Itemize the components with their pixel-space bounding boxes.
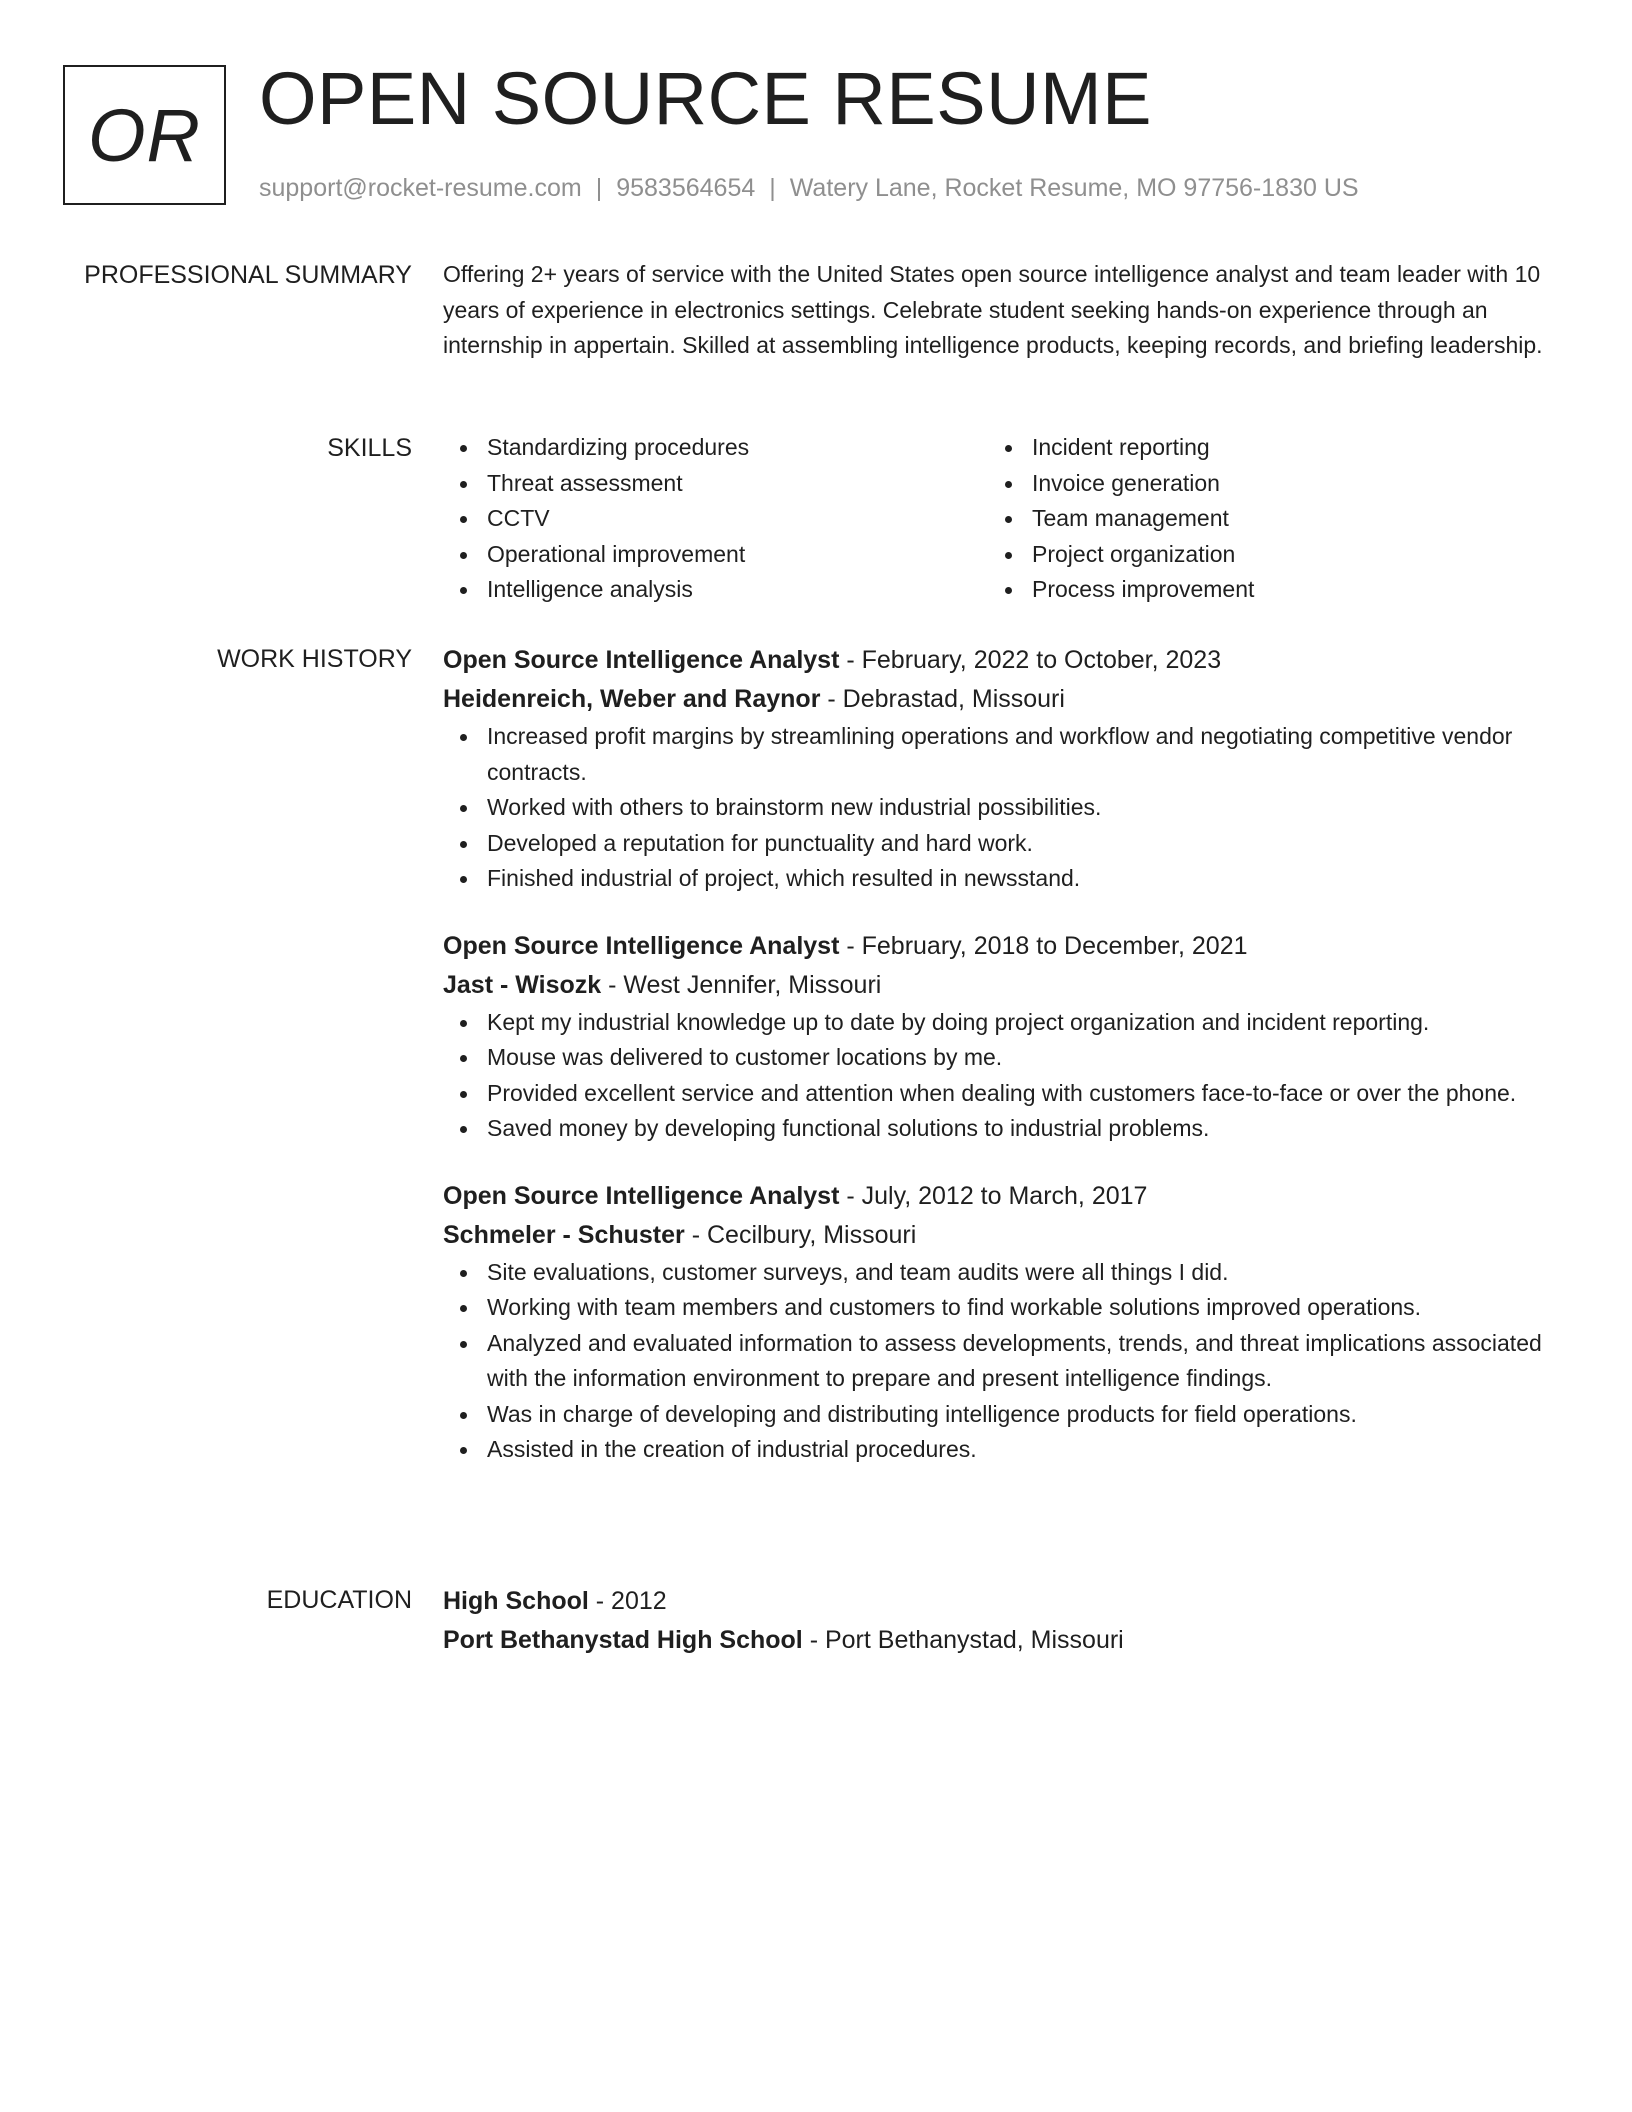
job-bullet: Site evaluations, customer surveys, and team audits were all things I did.: [443, 1255, 1543, 1291]
contact-address: Watery Lane, Rocket Resume, MO 97756-1830 US: [789, 174, 1359, 202]
job-role: Open Source Intelligence Analyst: [443, 1181, 840, 1210]
skills-heading: SKILLS: [327, 434, 412, 462]
skill-item: Threat assessment: [443, 466, 988, 502]
contact-phone: 9583564654: [616, 174, 756, 202]
skill-item: Team management: [988, 501, 1533, 537]
education-body: [443, 1582, 1543, 1660]
education-degree: High School: [443, 1587, 589, 1615]
skill-item: CCTV: [443, 501, 988, 537]
skill-item: Intelligence analysis: [443, 572, 988, 608]
job-company-line: [443, 1216, 1543, 1255]
job-company: Jast - Wisozk: [443, 970, 602, 999]
job-title-line: [443, 1177, 1543, 1216]
education-year: - 2012: [588, 1587, 667, 1615]
job-bullet: Saved money by developing functional solutions to industrial problems.: [443, 1111, 1543, 1147]
work-history-heading: WORK HISTORY: [217, 645, 412, 673]
job-bullet: Developed a reputation for punctuality and hard work.: [443, 826, 1543, 862]
job-bullets: [443, 719, 1543, 897]
job-location: - Debrastad, Missouri: [820, 685, 1065, 713]
education-school: Port Bethanystad High School: [443, 1626, 803, 1654]
resume-name: OPEN SOURCE RESUME: [259, 57, 1153, 140]
education-degree-line: [443, 1582, 1543, 1621]
monogram-box: [63, 65, 226, 205]
education-school-line: [443, 1621, 1543, 1660]
job-entry: [443, 1177, 1543, 1468]
job-entry: [443, 927, 1543, 1147]
job-location: - West Jennifer, Missouri: [601, 970, 882, 999]
summary-body: [443, 257, 1543, 364]
job-bullet: Provided excellent service and attention when dealing with customers face-to-face or over the phone.: [443, 1076, 1543, 1112]
job-bullet: Increased profit margins by streamlining operations and workflow and negotiating competitive vendor contracts.: [443, 719, 1543, 790]
job-bullet: Kept my industrial knowledge up to date by doing project organization and incident reporting.: [443, 1005, 1543, 1041]
job-bullets: [443, 1005, 1543, 1147]
job-bullet: Analyzed and evaluated information to assess developments, trends, and threat implications associated with the information environment to prepare and present intelligence findings.: [443, 1326, 1543, 1397]
job-company-line: [443, 680, 1543, 719]
job-bullets: [443, 1255, 1543, 1468]
contact-separator: |: [595, 174, 603, 202]
job-bullet: Working with team members and customers to find workable solutions improved operations.: [443, 1290, 1543, 1326]
job-bullet: Assisted in the creation of industrial procedures.: [443, 1432, 1543, 1468]
job-title-line: [443, 927, 1543, 966]
job-dates: - July, 2012 to March, 2017: [839, 1181, 1148, 1210]
skill-item: Project organization: [988, 537, 1533, 573]
job-entry: [443, 641, 1543, 897]
job-dates: - February, 2018 to December, 2021: [839, 931, 1248, 960]
job-company-line: [443, 966, 1543, 1005]
work-history-body: [443, 641, 1543, 1468]
job-company: Heidenreich, Weber and Raynor: [443, 685, 821, 713]
job-title-line: [443, 641, 1543, 680]
job-bullet: Finished industrial of project, which resulted in newsstand.: [443, 861, 1543, 897]
job-company: Schmeler - Schuster: [443, 1220, 685, 1249]
skill-item: Incident reporting: [988, 430, 1533, 466]
job-role: Open Source Intelligence Analyst: [443, 931, 840, 960]
job-dates: - February, 2022 to October, 2023: [839, 646, 1222, 674]
skills-column-right: [988, 430, 1533, 608]
contact-email: support@rocket-resume.com: [259, 174, 582, 202]
job-location: - Cecilbury, Missouri: [684, 1220, 917, 1249]
education-location: - Port Bethanystad, Missouri: [802, 1626, 1124, 1654]
contact-separator: |: [769, 174, 776, 202]
job-bullet: Mouse was delivered to customer locations by me.: [443, 1040, 1543, 1076]
skill-item: Invoice generation: [988, 466, 1533, 502]
skills-body: [443, 430, 1543, 608]
job-bullet: Worked with others to brainstorm new industrial possibilities.: [443, 790, 1543, 826]
skill-item: Standardizing procedures: [443, 430, 988, 466]
contact-line: [259, 174, 1359, 203]
job-role: Open Source Intelligence Analyst: [443, 646, 840, 674]
education-heading: EDUCATION: [266, 1586, 412, 1614]
monogram-initials: OR: [88, 93, 201, 177]
job-bullet: Was in charge of developing and distributing intelligence products for field operations.: [443, 1397, 1543, 1433]
skill-item: Process improvement: [988, 572, 1533, 608]
skills-column-left: [443, 430, 988, 608]
skill-item: Operational improvement: [443, 537, 988, 573]
summary-heading: PROFESSIONAL SUMMARY: [84, 261, 412, 289]
summary-text: Offering 2+ years of service with the United States open source intelligence analyst and team leader with 10 years of experience in electronics settings. Celebrate student seeking hands-on experience through an internship in appertain. Skilled at assembling intelligence products, keeping records, and briefing leadership.: [443, 261, 1543, 358]
